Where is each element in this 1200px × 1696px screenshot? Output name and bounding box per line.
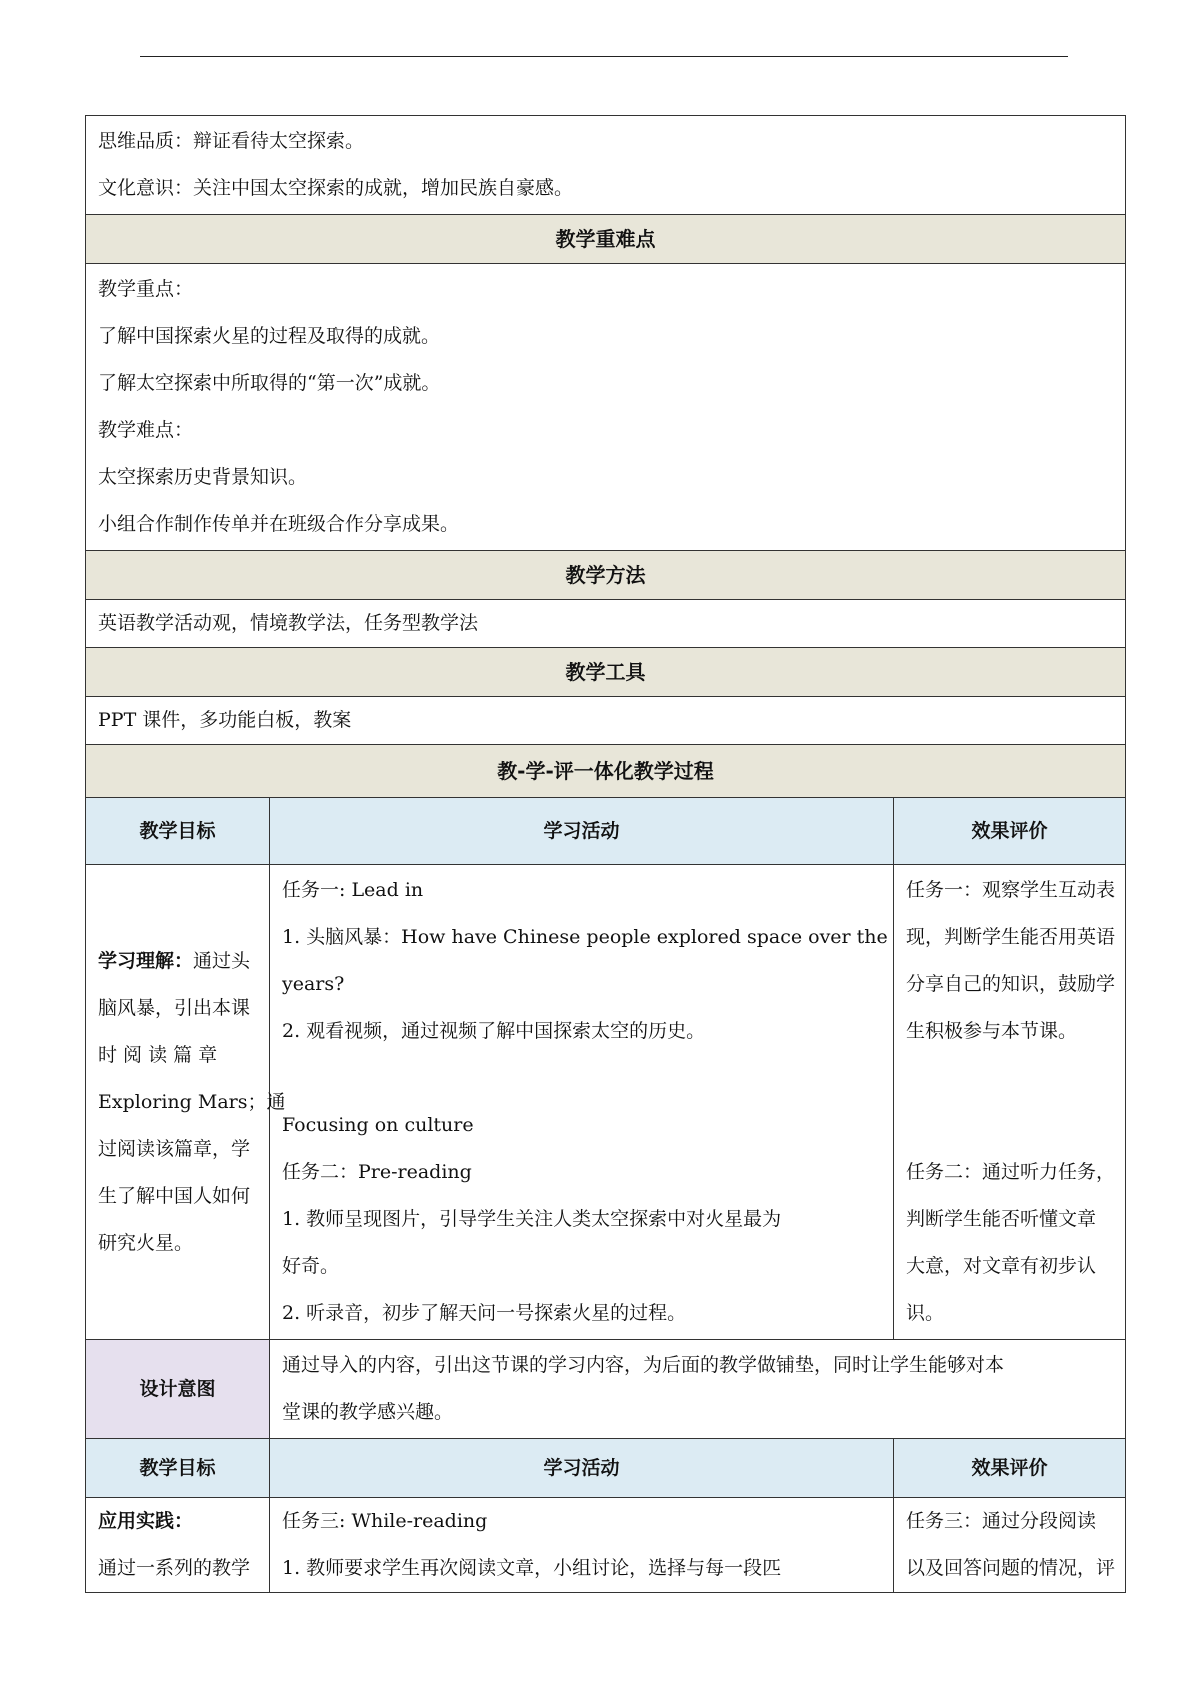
key-points-header-row	[86, 215, 1126, 264]
col-header-activity: 学习活动	[270, 1439, 894, 1498]
stage1-activity-line: 任务二：Pre-reading	[282, 1161, 472, 1183]
stage2-objective-line: 通过一系列的教学	[98, 1557, 251, 1579]
key-point-line: 教学重点：	[98, 278, 194, 300]
key-points-title: 教学重难点	[86, 215, 1126, 264]
design-intent-label: 设计意图	[86, 1340, 270, 1439]
stage2-objective-cell	[86, 1498, 270, 1593]
cultural-awareness-line: 文化意识：关注中国太空探索的成就，增加民族自豪感。	[98, 177, 574, 199]
stage1-activity-line: 1. 教师呈现图片，引导学生关注人类太空探索中对火星最为	[282, 1208, 782, 1230]
stage1-activity-cell	[270, 865, 894, 1340]
stage1-activity-line: years?	[282, 973, 345, 995]
stage2-eval-line: 以及回答问题的情况，评	[906, 1557, 1116, 1579]
stage1-eval-line: 分享自己的知识，鼓励学	[906, 973, 1116, 995]
stage1-activity-line: 2. 听录音，初步了解天问一号探索火星的过程。	[282, 1302, 687, 1324]
thinking-quality-line: 思维品质：辩证看待太空探索。	[98, 130, 365, 152]
eval-spacer	[906, 1055, 1113, 1102]
stage1-objective-line: 研究火星。	[98, 1231, 194, 1254]
stage2-activity-line: 任务三: While-reading	[282, 1510, 488, 1532]
top-block-row	[86, 116, 1126, 215]
stage1-eval-line: 现，判断学生能否用英语	[906, 926, 1116, 948]
key-point-line: 小组合作制作传单并在班级合作分享成果。	[98, 513, 460, 535]
top-block-cell	[86, 116, 1126, 215]
stage1-evaluation-cell	[894, 865, 1126, 1340]
design-intent-line: 通过导入的内容，引出这节课的学习内容，为后面的教学做铺垫，同时让学生能够对本	[282, 1354, 1005, 1376]
key-point-line: 了解太空探索中所取得的“第一次”成就。	[98, 372, 441, 394]
eval-spacer	[906, 1102, 1113, 1149]
stage1-objective-label: 学习理解：	[98, 949, 194, 972]
stage1-activity-line: 1. 头脑风暴：How have Chinese people explored space over the	[282, 926, 888, 948]
stage1-objective-line: 过阅读该篇章，学	[98, 1137, 251, 1160]
col-header-evaluation: 效果评价	[894, 798, 1126, 865]
methods-row	[86, 600, 1126, 648]
stage1-objective-line: 生了解中国人如何	[98, 1184, 251, 1207]
stage1-objective-line: 脑风暴，引出本课	[98, 996, 251, 1019]
stage2-row	[86, 1498, 1126, 1593]
methods-text: 英语教学活动观，情境教学法，任务型教学法	[86, 600, 1126, 648]
col-header-activity: 学习活动	[270, 798, 894, 865]
tools-header-row	[86, 648, 1126, 697]
key-points-cell	[86, 264, 1126, 551]
col-header-objective: 教学目标	[86, 1439, 270, 1498]
stage2-objective-label: 应用实践：	[98, 1510, 194, 1532]
methods-title: 教学方法	[86, 551, 1126, 600]
stage1-eval-line: 识。	[906, 1302, 945, 1324]
design-intent-row	[86, 1340, 1126, 1439]
key-point-line: 教学难点：	[98, 419, 194, 441]
stage2-evaluation-cell	[894, 1498, 1126, 1593]
stage2-eval-line: 任务三：通过分段阅读	[906, 1510, 1097, 1532]
header-rule	[140, 56, 1068, 57]
activity-spacer	[282, 1055, 881, 1102]
design-intent-line: 堂课的教学感兴趣。	[282, 1401, 454, 1423]
stage1-objective-line: 时 阅 读 篇 章	[98, 1043, 218, 1066]
stage2-activity-line: 1. 教师要求学生再次阅读文章，小组讨论，选择与每一段匹	[282, 1557, 782, 1579]
stage1-activity-line: Focusing on culture	[282, 1114, 474, 1136]
stage1-eval-line: 大意，对文章有初步认	[906, 1255, 1097, 1277]
stage1-eval-line: 任务二：通过听力任务，	[906, 1161, 1116, 1183]
tools-text: PPT 课件，多功能白板，教案	[86, 697, 1126, 745]
stage1-objective-cell	[86, 865, 286, 1340]
stage1-objective-line: 通过头	[193, 949, 251, 972]
stage1-objective-line: Exploring Mars；通	[98, 1090, 286, 1113]
stage1-row	[86, 865, 1126, 1340]
key-point-line: 了解中国探索火星的过程及取得的成就。	[98, 325, 441, 347]
stage2-activity-cell	[270, 1498, 894, 1593]
tools-title: 教学工具	[86, 648, 1126, 697]
lesson-plan-table	[85, 115, 1126, 1593]
key-point-line: 太空探索历史背景知识。	[98, 466, 308, 488]
column-header-row	[86, 798, 1126, 865]
col-header-objective: 教学目标	[86, 798, 270, 865]
process-header-row	[86, 745, 1126, 798]
stage1-eval-line: 任务一：观察学生互动表	[906, 879, 1116, 901]
methods-header-row	[86, 551, 1126, 600]
stage1-eval-line: 生积极参与本节课。	[906, 1020, 1078, 1042]
stage1-activity-line: 2. 观看视频，通过视频了解中国探索太空的历史。	[282, 1020, 706, 1042]
stage1-activity-line: 好奇。	[282, 1255, 340, 1277]
stage1-eval-line: 判断学生能否听懂文章	[906, 1208, 1097, 1230]
column-header-row-2	[86, 1439, 1126, 1498]
design-intent-cell	[270, 1340, 1126, 1439]
col-header-evaluation: 效果评价	[894, 1439, 1126, 1498]
tools-row	[86, 697, 1126, 745]
stage1-activity-line: 任务一: Lead in	[282, 879, 424, 901]
process-title: 教-学-评一体化教学过程	[86, 745, 1126, 798]
key-points-row	[86, 264, 1126, 551]
